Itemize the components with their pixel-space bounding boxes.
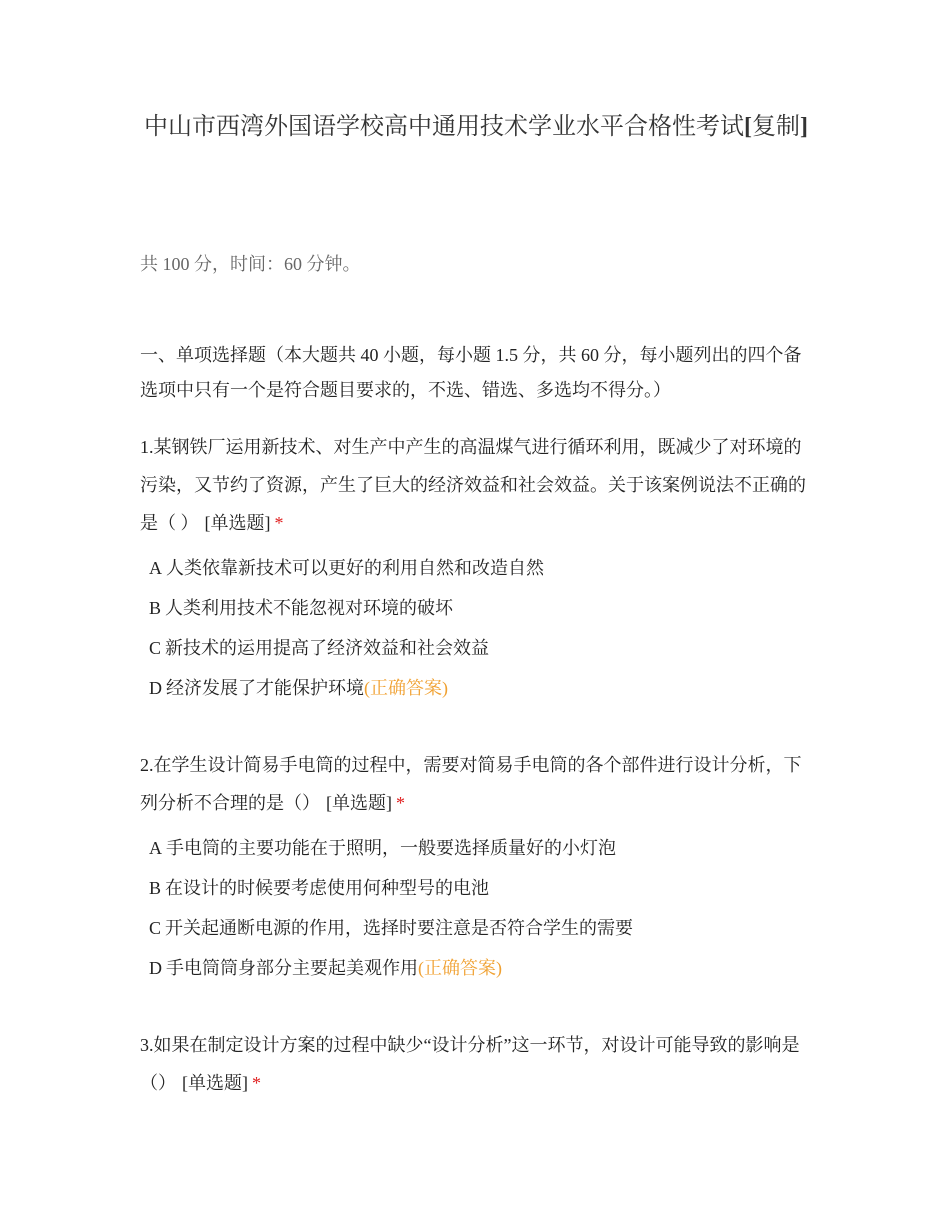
option-letter: A <box>149 558 162 578</box>
required-mark: * <box>396 793 405 813</box>
option-text: 手电筒的主要功能在于照明，一般要选择质量好的小灯泡 <box>166 838 616 858</box>
option-a[interactable] <box>140 828 812 868</box>
option-b[interactable] <box>140 588 812 628</box>
option-text: 人类利用技术不能忽视对环境的破坏 <box>165 598 454 618</box>
question-1-options <box>140 548 812 708</box>
title-open-bracket: [ <box>744 114 752 140</box>
question-3-type: [单选题] <box>182 1073 248 1093</box>
option-letter: A <box>149 838 162 858</box>
question-2-type: [单选题] <box>326 793 392 813</box>
option-letter: D <box>149 678 162 698</box>
question-1 <box>140 428 812 708</box>
question-2-text: 2.在学生设计简易手电筒的过程中，需要对简易手电筒的各个部件进行设计分析，下列分析不合理的是（） <box>140 755 802 813</box>
question-3 <box>140 1026 812 1102</box>
question-3-text: 3.如果在制定设计方案的过程中缺少“设计分析”这一环节，对设计可能导致的影响是（） <box>140 1035 800 1093</box>
exam-meta: 共 100 分，时间：60 分钟。 <box>140 254 361 274</box>
option-d[interactable] <box>140 948 812 988</box>
title-tag: 复制 <box>752 114 800 140</box>
question-1-stem <box>140 428 812 542</box>
option-letter: C <box>149 918 162 938</box>
question-2 <box>140 746 812 988</box>
question-2-stem <box>140 746 812 822</box>
option-text: 在设计的时候要考虑使用何种型号的电池 <box>165 878 490 898</box>
option-c[interactable] <box>140 908 812 948</box>
question-3-stem <box>140 1026 812 1102</box>
option-letter: C <box>149 638 162 658</box>
option-d[interactable] <box>140 668 812 708</box>
option-letter: D <box>149 958 162 978</box>
question-1-text: 1.某钢铁厂运用新技术、对生产中产生的高温煤气进行循环利用，既减少了对环境的污染，又节约了资源，产生了巨大的经济效益和社会效益。关于该案例说法不正确的是（ ） <box>140 437 806 533</box>
correct-answer-label: (正确答案) <box>364 678 448 698</box>
section-heading: 一、单项选择题（本大题共 40 小题，每小题 1.5 分，共 60 分，每小题列出的四个备选项中只有一个是符合题目要求的，不选、错选、多选均不得分。） <box>140 345 802 400</box>
option-text: 手电筒筒身部分主要起美观作用 <box>166 958 418 978</box>
required-mark: * <box>252 1073 261 1093</box>
page-title <box>140 106 812 148</box>
option-text: 开关起通断电源的作用，选择时要注意是否符合学生的需要 <box>165 918 634 938</box>
option-text: 经济发展了才能保护环境 <box>166 678 364 698</box>
option-letter: B <box>149 878 162 898</box>
question-2-options <box>140 828 812 988</box>
option-c[interactable] <box>140 628 812 668</box>
title-close-bracket: ] <box>800 114 808 140</box>
option-text: 人类依靠新技术可以更好的利用自然和改造自然 <box>166 558 544 578</box>
required-mark: * <box>274 513 284 533</box>
question-1-type: [单选题] <box>204 513 271 533</box>
option-text: 新技术的运用提高了经济效益和社会效益 <box>165 638 490 658</box>
option-a[interactable] <box>140 548 812 588</box>
option-letter: B <box>149 598 162 618</box>
title-main: 中山市西湾外国语学校高中通用技术学业水平合格性考试 <box>144 114 744 140</box>
correct-answer-label: (正确答案) <box>418 958 502 978</box>
option-b[interactable] <box>140 868 812 908</box>
